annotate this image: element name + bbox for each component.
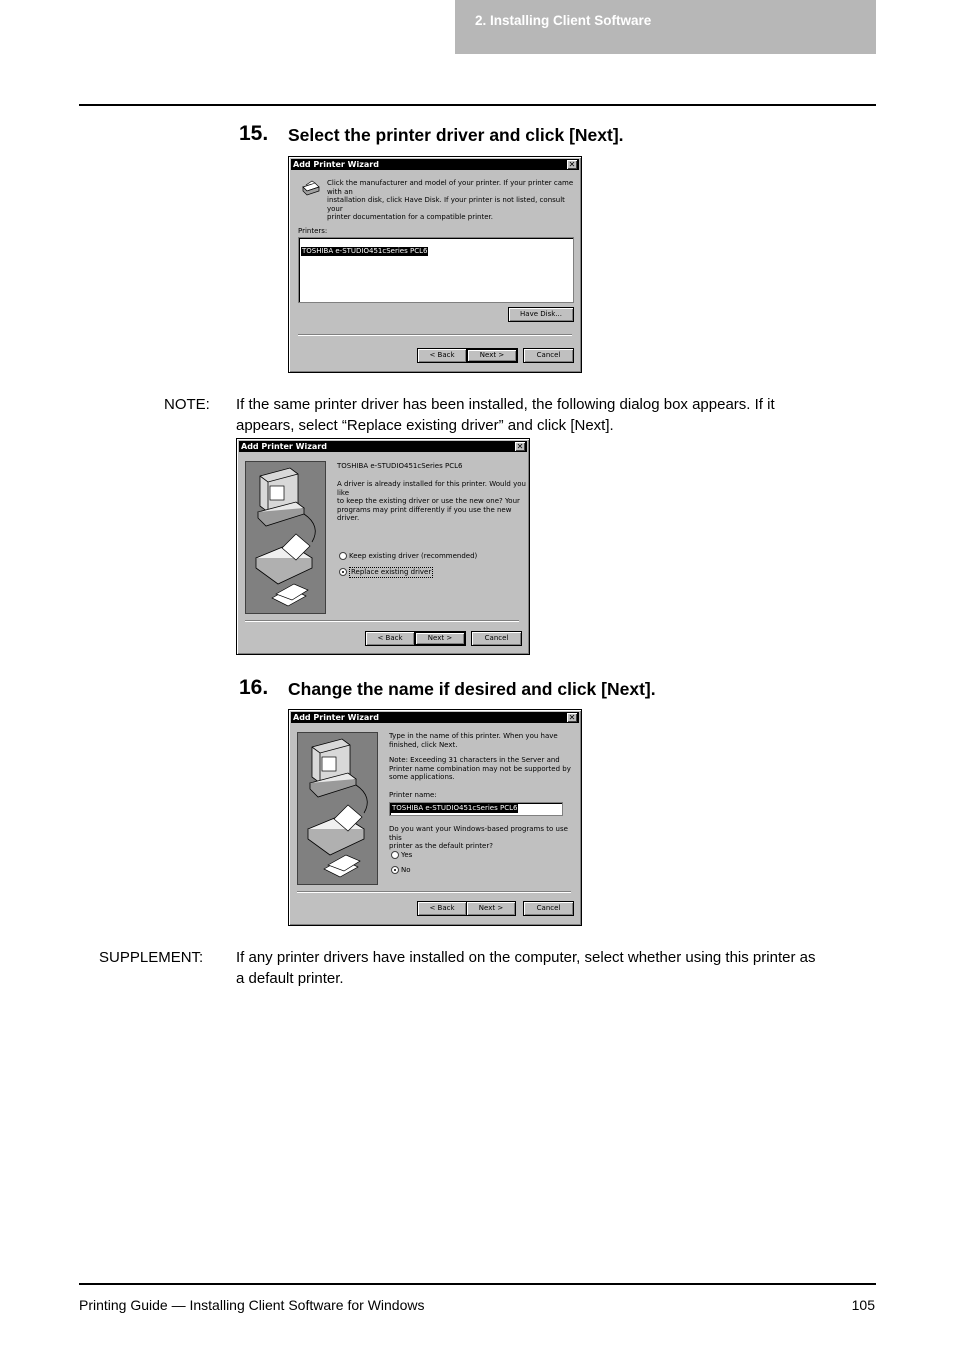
dialog-existing-driver xyxy=(236,438,530,655)
cancel-button[interactable]: Cancel xyxy=(523,348,574,363)
printer-name-label: Printer name: xyxy=(389,791,437,799)
footer-rule xyxy=(79,1283,876,1285)
dialog-titlebar xyxy=(291,159,579,170)
dialog-title: Add Printer Wizard xyxy=(293,713,379,722)
instruction-text: Click the manufacturer and model of your printer. If your printer came with an installation disk, click Have Disk. If your printer is not listed, consult your printer documentation for a compatible printer. xyxy=(327,179,574,221)
supplement-text: If any printer drivers have installed on the computer, select whether using this printer as a default printer. xyxy=(236,949,816,987)
keep-driver-label[interactable]: Keep existing driver (recommended) xyxy=(349,552,478,560)
computer-printer-icon xyxy=(246,462,325,613)
yes-label[interactable]: Yes xyxy=(401,851,413,859)
replace-driver-radio[interactable] xyxy=(339,568,347,576)
step-16-text: Change the name if desired and click [Next]. xyxy=(288,679,656,699)
default-question: Do you want your Windows-based programs to use this printer as the default printer? xyxy=(389,825,568,850)
dialog-printer-name xyxy=(288,709,582,926)
close-icon[interactable]: ✕ xyxy=(568,160,576,169)
step-15-text: Select the printer driver and click [Next]. xyxy=(288,125,624,145)
section-title: 2. Installing Client Software xyxy=(475,13,652,28)
printers-label: Printers: xyxy=(298,227,328,235)
keep-driver-radio[interactable] xyxy=(339,552,347,560)
close-icon[interactable]: ✕ xyxy=(568,713,576,722)
back-button[interactable]: < Back xyxy=(417,901,467,916)
wizard-illustration xyxy=(245,461,326,614)
note-text: If the same printer driver has been installed, the following dialog box appears. If it appears, select “Replace existing driver” and click [Next]. xyxy=(236,396,775,434)
dialog-title: Add Printer Wizard xyxy=(241,442,327,451)
intro-text: Type in the name of this printer. When you have finished, click Next. xyxy=(389,732,558,749)
computer-printer-icon xyxy=(298,733,377,884)
printer-model-name: TOSHIBA e-STUDIO451cSeries PCL6 xyxy=(337,462,463,470)
separator xyxy=(245,620,519,622)
top-rule xyxy=(79,104,876,106)
have-disk-button[interactable]: Have Disk... xyxy=(508,307,574,322)
no-label[interactable]: No xyxy=(401,866,411,874)
note-label: NOTE: xyxy=(164,396,210,413)
driver-message: A driver is already installed for this printer. Would you like to keep the existing driver or use the new one? Your programs may print differently if you use the new driver. xyxy=(337,480,526,522)
next-button[interactable]: Next > xyxy=(466,901,516,916)
supplement-label: SUPPLEMENT: xyxy=(99,949,204,966)
separator xyxy=(297,891,571,893)
dialog-title: Add Printer Wizard xyxy=(293,160,379,169)
wizard-illustration xyxy=(297,732,378,885)
dialog-titlebar xyxy=(239,441,527,452)
list-item[interactable]: TOSHIBA e-STUDIO451cSeries PCL6 xyxy=(302,247,428,255)
page-number: 105 xyxy=(851,1297,875,1313)
back-button[interactable]: < Back xyxy=(365,631,415,646)
step-15-number: 15. xyxy=(239,122,269,145)
next-button[interactable]: Next > xyxy=(466,348,518,363)
next-button[interactable]: Next > xyxy=(414,631,466,646)
replace-driver-label[interactable]: Replace existing driver xyxy=(351,568,432,576)
printer-name-input[interactable]: TOSHIBA e-STUDIO451cSeries PCL6 xyxy=(389,802,563,816)
no-radio[interactable] xyxy=(391,866,399,874)
section-header-tab xyxy=(455,0,876,54)
printers-listbox[interactable] xyxy=(298,237,574,303)
yes-radio[interactable] xyxy=(391,851,399,859)
back-button[interactable]: < Back xyxy=(417,348,467,363)
printer-icon xyxy=(300,179,320,197)
footer-title: Printing Guide — Installing Client Software for Windows xyxy=(79,1297,425,1313)
cancel-button[interactable]: Cancel xyxy=(523,901,574,916)
separator xyxy=(298,334,572,336)
dialog-select-driver xyxy=(288,156,582,373)
close-icon[interactable]: ✕ xyxy=(516,442,524,451)
step-16-number: 16. xyxy=(239,676,269,699)
dialog-titlebar xyxy=(291,712,579,723)
cancel-button[interactable]: Cancel xyxy=(471,631,522,646)
length-note: Note: Exceeding 31 characters in the Server and Printer name combination may not be supported by some applications. xyxy=(389,756,571,781)
